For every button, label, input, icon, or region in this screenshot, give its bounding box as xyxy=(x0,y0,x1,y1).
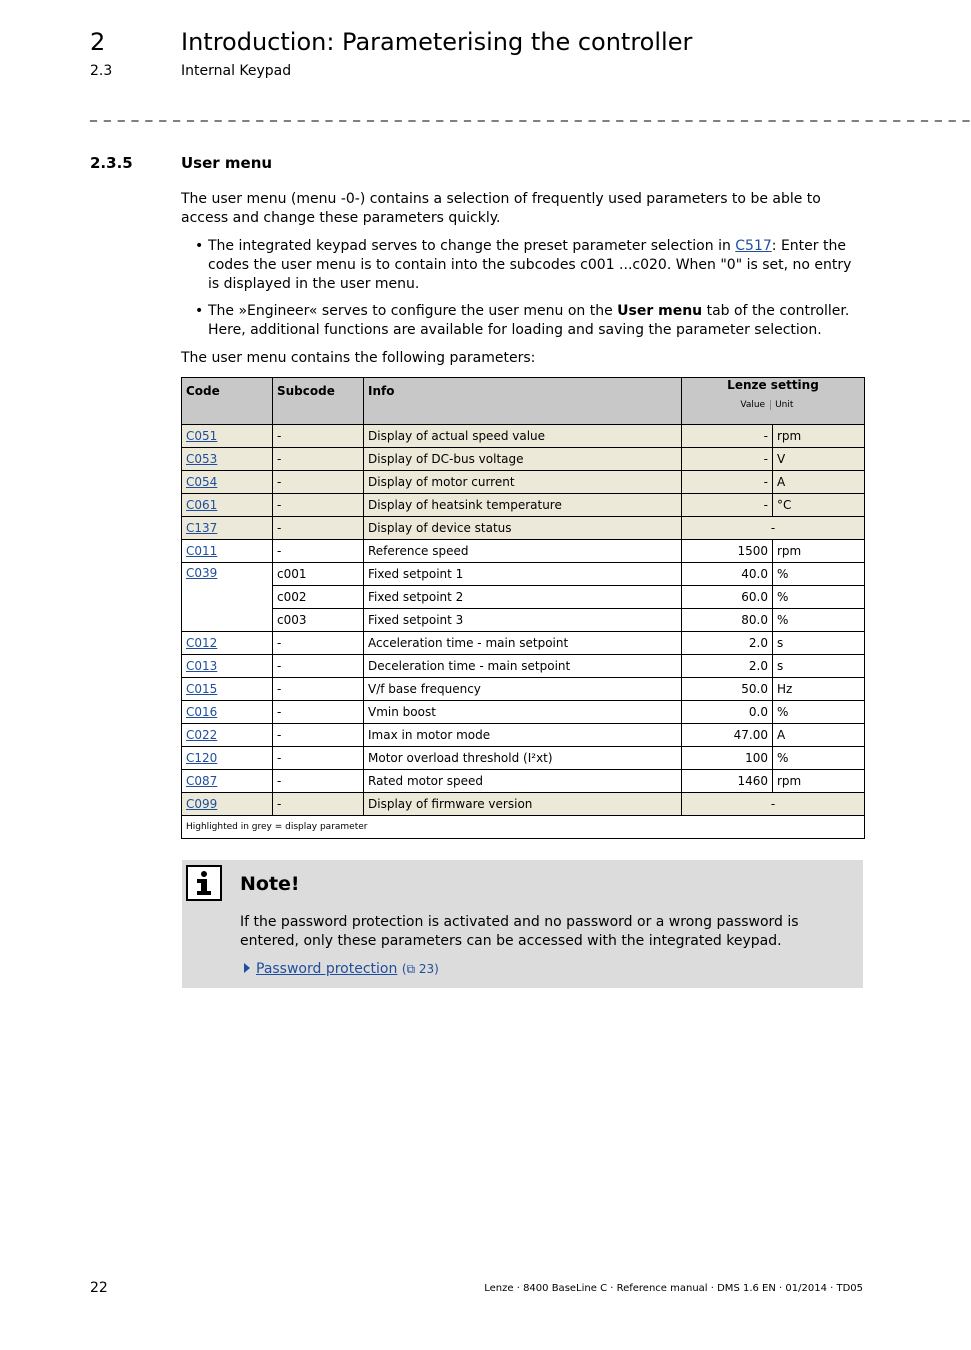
bullet-2 xyxy=(208,302,863,340)
code-link[interactable]: C051 xyxy=(186,429,218,443)
cell-value: - xyxy=(682,494,773,517)
cell-value: 60.0 xyxy=(682,586,773,609)
cell-unit: rpm xyxy=(773,425,865,448)
cell-info: Fixed setpoint 1 xyxy=(364,563,682,586)
code-link[interactable]: C120 xyxy=(186,751,218,765)
header-lenze-label: Lenze setting xyxy=(727,378,819,392)
cell-code xyxy=(182,747,273,770)
cell-info: Reference speed xyxy=(364,540,682,563)
cell-info: Display of actual speed value xyxy=(364,425,682,448)
code-link[interactable]: C061 xyxy=(186,498,218,512)
cell-unit: A xyxy=(773,724,865,747)
table-row xyxy=(182,655,865,678)
table-row xyxy=(182,724,865,747)
cell-subcode: - xyxy=(273,747,364,770)
cell-info: Display of device status xyxy=(364,517,682,540)
link-c517[interactable]: C517 xyxy=(735,238,772,254)
header-value: Value xyxy=(740,400,766,410)
header-separator: _ _ _ _ _ _ _ _ _ _ _ _ _ _ _ _ _ _ _ _ _ _ _ _ _ _ _ _ _ _ _ _ _ _ _ _ _ _ _ _ _ _ _ _ _ _ _ _ _ _ _ _ _ _ _ _ _ _ _ _ _ _ _ _ xyxy=(90,106,971,122)
cell-code xyxy=(182,471,273,494)
table-row xyxy=(182,632,865,655)
cell-info: Display of DC-bus voltage xyxy=(364,448,682,471)
table-row xyxy=(182,701,865,724)
section-title: Internal Keypad xyxy=(181,63,292,79)
bullet-1-text-end: : Enter the codes the user menu is to contain into the subcodes c001 ...c020. When "0" is set, no entry is displayed in the user menu. xyxy=(208,238,852,292)
cell-value: - xyxy=(682,448,773,471)
cell-unit: rpm xyxy=(773,540,865,563)
cell-subcode: c001 xyxy=(273,563,364,586)
cell-value: 100 xyxy=(682,747,773,770)
cell-subcode: - xyxy=(273,655,364,678)
cell-info: Motor overload threshold (I²xt) xyxy=(364,747,682,770)
cell-value: - xyxy=(682,517,865,540)
cell-value: 2.0 xyxy=(682,655,773,678)
info-icon xyxy=(186,865,222,901)
code-link[interactable]: C013 xyxy=(186,659,218,673)
cell-unit: V xyxy=(773,448,865,471)
code-link[interactable]: C016 xyxy=(186,705,218,719)
cell-subcode: - xyxy=(273,678,364,701)
cell-code xyxy=(182,517,273,540)
cell-subcode: c002 xyxy=(273,586,364,609)
cell-code xyxy=(182,701,273,724)
note-text: If the password protection is activated and no password or a wrong password is entered, only these parameters can be accessed with the integrated keypad. xyxy=(240,914,799,949)
table-row xyxy=(182,540,865,563)
table-row xyxy=(182,586,865,609)
code-link[interactable]: C022 xyxy=(186,728,218,742)
cell-code xyxy=(182,632,273,655)
parameter-table xyxy=(181,377,865,839)
cell-value: 40.0 xyxy=(682,563,773,586)
table-footnote-row xyxy=(182,816,865,839)
cell-code xyxy=(182,540,273,563)
note-link-line xyxy=(244,960,439,979)
cell-value: 50.0 xyxy=(682,678,773,701)
cell-info: Deceleration time - main setpoint xyxy=(364,655,682,678)
cell-subcode: - xyxy=(273,471,364,494)
table-row xyxy=(182,448,865,471)
cell-info: Acceleration time - main setpoint xyxy=(364,632,682,655)
bullet-2-text: The »Engineer« serves to configure the user menu on the xyxy=(208,303,618,319)
cell-unit: Hz xyxy=(773,678,865,701)
cell-code xyxy=(182,494,273,517)
cell-value: - xyxy=(682,425,773,448)
bullet-marker: • xyxy=(195,303,204,319)
header-code: Code xyxy=(182,378,273,425)
bullet-marker: • xyxy=(195,238,204,254)
code-link[interactable]: C087 xyxy=(186,774,218,788)
page-reference[interactable]: (⧉ 23) xyxy=(401,962,439,976)
cell-unit: % xyxy=(773,609,865,632)
section-number: 2.3 xyxy=(90,63,113,79)
table-footnote: Highlighted in grey = display parameter xyxy=(182,816,865,839)
cell-subcode: - xyxy=(273,540,364,563)
cell-info: Fixed setpoint 2 xyxy=(364,586,682,609)
cell-subcode: - xyxy=(273,425,364,448)
intro-paragraph: The user menu (menu -0-) contains a selection of frequently used parameters to be able to access and change these parameters quickly. xyxy=(181,191,821,226)
cell-subcode: c003 xyxy=(273,609,364,632)
code-link[interactable]: C012 xyxy=(186,636,218,650)
cell-info: Display of heatsink temperature xyxy=(364,494,682,517)
cell-info: Display of firmware version xyxy=(364,793,682,816)
cell-unit: s xyxy=(773,632,865,655)
cell-info: V/f base frequency xyxy=(364,678,682,701)
subsection-title: User menu xyxy=(181,154,273,172)
bullet-2-bold: User menu xyxy=(617,303,703,319)
table-row xyxy=(182,793,865,816)
cell-unit: °C xyxy=(773,494,865,517)
cell-value: - xyxy=(682,793,865,816)
cell-unit: % xyxy=(773,586,865,609)
table-row xyxy=(182,494,865,517)
subsection-number: 2.3.5 xyxy=(90,154,133,172)
table-row xyxy=(182,563,865,586)
header-unit: Unit xyxy=(770,400,864,410)
footer-doc-info: Lenze · 8400 BaseLine C · Reference manual · DMS 1.6 EN · 01/2014 · TD05 xyxy=(484,1283,863,1294)
password-protection-link[interactable]: Password protection xyxy=(256,961,398,977)
cell-unit: rpm xyxy=(773,770,865,793)
table-intro: The user menu contains the following parameters: xyxy=(181,350,536,366)
code-link[interactable]: C015 xyxy=(186,682,218,696)
cell-info: Vmin boost xyxy=(364,701,682,724)
cell-code xyxy=(182,655,273,678)
header-lenze-setting xyxy=(682,378,865,425)
table-row xyxy=(182,747,865,770)
cell-subcode: - xyxy=(273,701,364,724)
bullet-2-text-end: tab of the controller. Here, additional functions are available for loading and saving the parameter selection. xyxy=(208,303,850,338)
cell-unit: s xyxy=(773,655,865,678)
chapter-title: Introduction: Parameterising the controller xyxy=(181,28,693,56)
table-row xyxy=(182,770,865,793)
cell-code xyxy=(182,793,273,816)
code-link[interactable]: C053 xyxy=(186,452,218,466)
cell-subcode: - xyxy=(273,724,364,747)
cell-subcode: - xyxy=(273,448,364,471)
cell-value: 1500 xyxy=(682,540,773,563)
cell-value: 2.0 xyxy=(682,632,773,655)
code-link[interactable]: C099 xyxy=(186,797,218,811)
table-row xyxy=(182,471,865,494)
table-row xyxy=(182,425,865,448)
cell-unit: % xyxy=(773,701,865,724)
cell-subcode: - xyxy=(273,494,364,517)
code-link[interactable]: C137 xyxy=(186,521,218,535)
page-number: 22 xyxy=(90,1280,108,1296)
header-subcode: Subcode xyxy=(273,378,364,425)
cell-value: 80.0 xyxy=(682,609,773,632)
cell-subcode: - xyxy=(273,517,364,540)
cell-unit: % xyxy=(773,747,865,770)
table-row xyxy=(182,609,865,632)
code-link[interactable]: C039 xyxy=(186,566,218,580)
triangle-right-icon xyxy=(244,963,250,973)
cell-code xyxy=(182,678,273,701)
chapter-number: 2 xyxy=(90,28,106,56)
note-title: Note! xyxy=(240,873,300,895)
cell-code xyxy=(182,770,273,793)
cell-value: - xyxy=(682,471,773,494)
cell-unit: % xyxy=(773,563,865,586)
code-link[interactable]: C011 xyxy=(186,544,218,558)
header-info: Info xyxy=(364,378,682,425)
bullet-1 xyxy=(208,237,863,294)
cell-code xyxy=(182,425,273,448)
cell-subcode: - xyxy=(273,632,364,655)
cell-code xyxy=(182,724,273,747)
cell-value: 47.00 xyxy=(682,724,773,747)
bullet-1-text: The integrated keypad serves to change the preset parameter selection in xyxy=(208,238,736,254)
cell-unit: A xyxy=(773,471,865,494)
table-row xyxy=(182,678,865,701)
table-row xyxy=(182,517,865,540)
cell-code xyxy=(182,448,273,471)
cell-value: 0.0 xyxy=(682,701,773,724)
cell-info: Imax in motor mode xyxy=(364,724,682,747)
cell-code xyxy=(182,563,273,632)
cell-subcode: - xyxy=(273,770,364,793)
cell-value: 1460 xyxy=(682,770,773,793)
code-link[interactable]: C054 xyxy=(186,475,218,489)
cell-info: Display of motor current xyxy=(364,471,682,494)
cell-info: Fixed setpoint 3 xyxy=(364,609,682,632)
cell-subcode: - xyxy=(273,793,364,816)
cell-info: Rated motor speed xyxy=(364,770,682,793)
